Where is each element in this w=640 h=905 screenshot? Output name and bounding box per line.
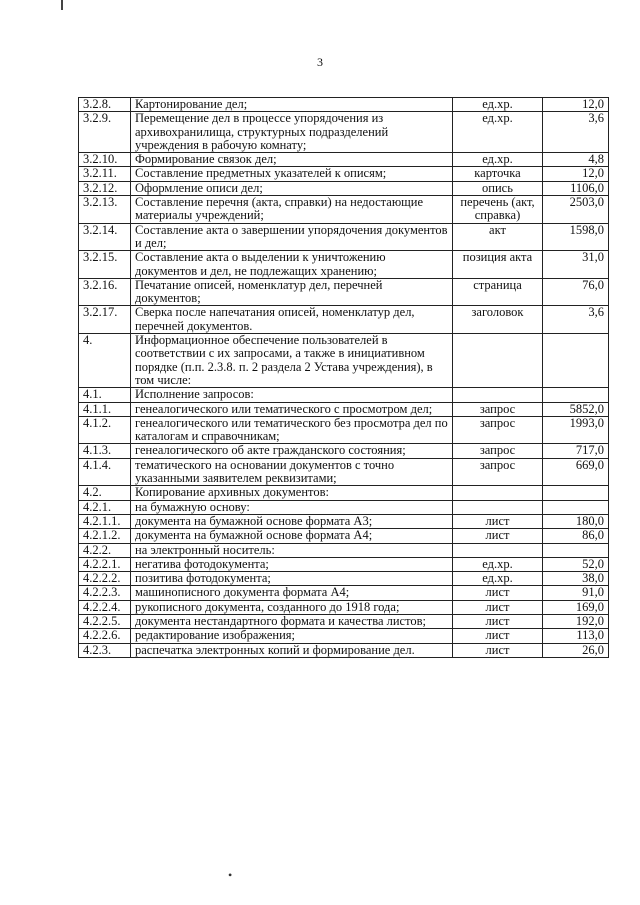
row-value (543, 543, 609, 557)
row-value: 192,0 (543, 614, 609, 628)
row-description: Составление акта о завершении упорядочения документов и дел; (131, 223, 453, 251)
table-row (79, 388, 609, 402)
table-row (79, 167, 609, 181)
row-unit: ед.хр. (453, 557, 543, 571)
table-row (79, 486, 609, 500)
table-row (79, 334, 609, 388)
row-number: 3.2.17. (79, 306, 131, 334)
row-description: генеалогического или тематического с просмотром дел; (131, 402, 453, 416)
row-unit: позиция акта (453, 251, 543, 279)
row-description: генеалогического об акте гражданского состояния; (131, 444, 453, 458)
row-number: 3.2.8. (79, 98, 131, 112)
row-number: 3.2.14. (79, 223, 131, 251)
row-unit: лист (453, 514, 543, 528)
table-row (79, 557, 609, 571)
row-unit: лист (453, 614, 543, 628)
table-row (79, 458, 609, 486)
table-row (79, 278, 609, 306)
row-unit: ед.хр. (453, 572, 543, 586)
row-description: Формирование связок дел; (131, 153, 453, 167)
row-value: 1106,0 (543, 181, 609, 195)
row-number: 4.2.1. (79, 500, 131, 514)
row-unit (453, 388, 543, 402)
row-number: 4.2.2.4. (79, 600, 131, 614)
table-row (79, 514, 609, 528)
row-unit: ед.хр. (453, 112, 543, 153)
row-value: 12,0 (543, 167, 609, 181)
table-row (79, 153, 609, 167)
row-value: 3,6 (543, 306, 609, 334)
scan-edge-mark (61, 0, 63, 10)
row-number: 4. (79, 334, 131, 388)
row-value: 91,0 (543, 586, 609, 600)
row-unit: ед.хр. (453, 98, 543, 112)
table-row (79, 529, 609, 543)
row-description: позитива фотодокумента; (131, 572, 453, 586)
table-row (79, 643, 609, 657)
row-value: 180,0 (543, 514, 609, 528)
row-value (543, 486, 609, 500)
table-row (79, 181, 609, 195)
row-description: на электронный носитель: (131, 543, 453, 557)
row-description: документа нестандартного формата и качества листов; (131, 614, 453, 628)
row-description: тематического на основании документов с точно указанными заявителем реквизитами; (131, 458, 453, 486)
row-number: 3.2.16. (79, 278, 131, 306)
row-description: машинописного документа формата А4; (131, 586, 453, 600)
row-unit: лист (453, 529, 543, 543)
row-unit: запрос (453, 444, 543, 458)
table-row (79, 444, 609, 458)
table-row (79, 500, 609, 514)
row-number: 4.2.2.3. (79, 586, 131, 600)
row-number: 4.2.2. (79, 543, 131, 557)
table-row (79, 586, 609, 600)
table-row (79, 402, 609, 416)
row-value (543, 500, 609, 514)
row-unit: запрос (453, 416, 543, 444)
row-description: Составление акта о выделении к уничтожению документов и дел, не подлежащих хранению; (131, 251, 453, 279)
row-value: 26,0 (543, 643, 609, 657)
row-description: негатива фотодокумента; (131, 557, 453, 571)
row-value: 31,0 (543, 251, 609, 279)
row-unit: запрос (453, 458, 543, 486)
table-row (79, 98, 609, 112)
row-value: 717,0 (543, 444, 609, 458)
row-number: 3.2.12. (79, 181, 131, 195)
row-value: 169,0 (543, 600, 609, 614)
row-value: 76,0 (543, 278, 609, 306)
row-unit: лист (453, 586, 543, 600)
row-unit: перечень (акт, справка) (453, 196, 543, 224)
row-value: 669,0 (543, 458, 609, 486)
page-number: 3 (317, 55, 323, 69)
row-unit (453, 543, 543, 557)
row-value: 1598,0 (543, 223, 609, 251)
table-body (79, 98, 609, 658)
row-unit: страница (453, 278, 543, 306)
row-number: 3.2.10. (79, 153, 131, 167)
table-row (79, 223, 609, 251)
row-unit (453, 334, 543, 388)
row-number: 4.2.1.1. (79, 514, 131, 528)
row-description: Печатание описей, номенклатур дел, перечней документов; (131, 278, 453, 306)
row-description: распечатка электронных копий и формирование дел. (131, 643, 453, 657)
row-value: 12,0 (543, 98, 609, 112)
services-table (78, 97, 609, 658)
row-unit: акт (453, 223, 543, 251)
row-value: 113,0 (543, 629, 609, 643)
row-number: 3.2.9. (79, 112, 131, 153)
row-value (543, 388, 609, 402)
row-number: 3.2.13. (79, 196, 131, 224)
row-unit: запрос (453, 402, 543, 416)
row-value: 3,6 (543, 112, 609, 153)
row-value: 38,0 (543, 572, 609, 586)
row-number: 4.1.4. (79, 458, 131, 486)
row-description: генеалогического или тематического без просмотра дел по каталогам и справочникам; (131, 416, 453, 444)
table-row (79, 251, 609, 279)
table-row (79, 572, 609, 586)
row-number: 3.2.11. (79, 167, 131, 181)
row-number: 4.1.2. (79, 416, 131, 444)
row-number: 4.1. (79, 388, 131, 402)
row-value: 1993,0 (543, 416, 609, 444)
row-description: Оформление описи дел; (131, 181, 453, 195)
row-description: документа на бумажной основе формата А4; (131, 529, 453, 543)
row-value: 5852,0 (543, 402, 609, 416)
row-unit: лист (453, 643, 543, 657)
table-row (79, 629, 609, 643)
row-number: 4.2.2.2. (79, 572, 131, 586)
row-description: Составление предметных указателей к описям; (131, 167, 453, 181)
row-number: 4.2.2.1. (79, 557, 131, 571)
row-value: 2503,0 (543, 196, 609, 224)
table-row (79, 112, 609, 153)
row-description: на бумажную основу: (131, 500, 453, 514)
row-unit (453, 486, 543, 500)
row-value: 4,8 (543, 153, 609, 167)
row-description: Перемещение дел в процессе упорядочения из архивохранилища, структурных подразделений учреждения в рабочую комнату; (131, 112, 453, 153)
table-row (79, 614, 609, 628)
row-description: рукописного документа, созданного до 1918 года; (131, 600, 453, 614)
row-unit: лист (453, 600, 543, 614)
row-number: 4.2. (79, 486, 131, 500)
row-value (543, 334, 609, 388)
row-description: документа на бумажной основе формата А3; (131, 514, 453, 528)
row-description: Сверка после напечатания описей, номенклатур дел, перечней документов. (131, 306, 453, 334)
row-value: 52,0 (543, 557, 609, 571)
scan-speck: • (228, 868, 233, 882)
table-row (79, 416, 609, 444)
row-description: Копирование архивных документов: (131, 486, 453, 500)
row-number: 4.1.3. (79, 444, 131, 458)
row-number: 4.2.3. (79, 643, 131, 657)
row-number: 4.2.1.2. (79, 529, 131, 543)
row-number: 4.2.2.5. (79, 614, 131, 628)
row-description: Исполнение запросов: (131, 388, 453, 402)
row-value: 86,0 (543, 529, 609, 543)
row-unit: заголовок (453, 306, 543, 334)
row-unit: ед.хр. (453, 153, 543, 167)
table-row (79, 196, 609, 224)
row-number: 3.2.15. (79, 251, 131, 279)
row-description: Картонирование дел; (131, 98, 453, 112)
row-unit: карточка (453, 167, 543, 181)
row-unit: лист (453, 629, 543, 643)
table-row (79, 543, 609, 557)
table-row (79, 306, 609, 334)
row-description: Информационное обеспечение пользователей в соответствии с их запросами, а также в инициативном порядке (п.п. 2.3.8. п. 2 раздела 2 Устава учреждения), в том числе: (131, 334, 453, 388)
row-unit: опись (453, 181, 543, 195)
row-description: Составление перечня (акта, справки) на недостающие материалы учреждений; (131, 196, 453, 224)
row-number: 4.1.1. (79, 402, 131, 416)
row-unit (453, 500, 543, 514)
row-description: редактирование изображения; (131, 629, 453, 643)
row-number: 4.2.2.6. (79, 629, 131, 643)
table-row (79, 600, 609, 614)
